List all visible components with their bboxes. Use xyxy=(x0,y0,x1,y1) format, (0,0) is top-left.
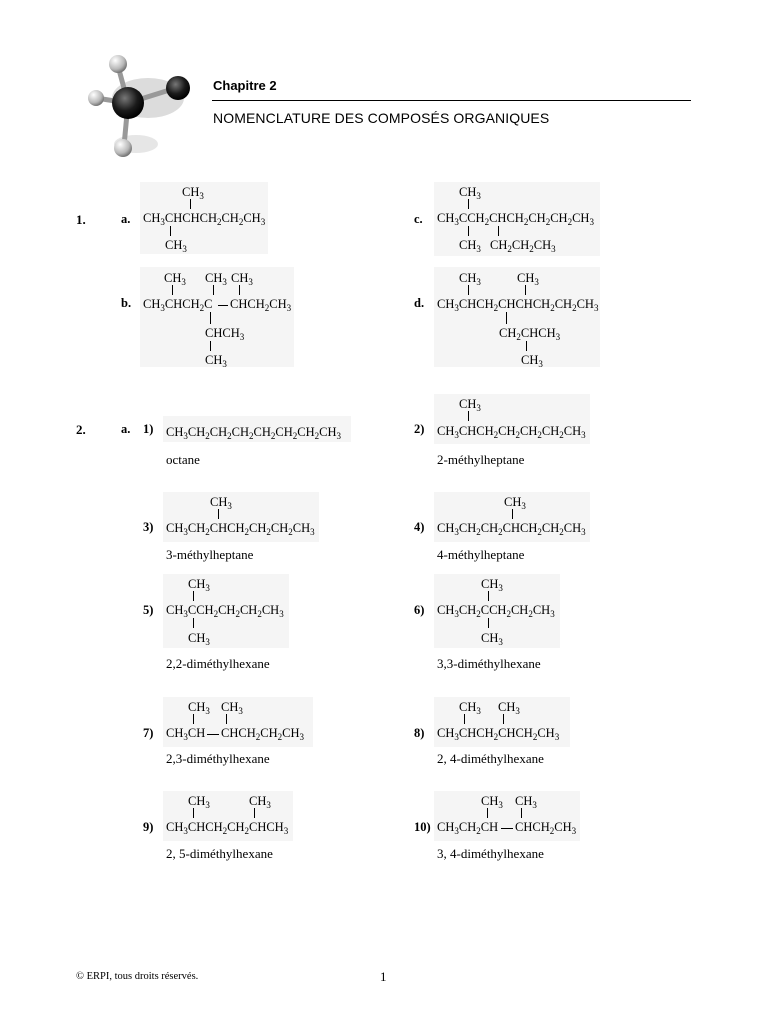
item-number: 8) xyxy=(414,726,425,740)
formula-2-4-dimethylhexane: $CH_3$ $CH_3$ $CH_3CHCH_2CHCH_2CH_3$ xyxy=(434,697,570,747)
item-number: 2) xyxy=(414,422,425,436)
compound-name: 3,3-diméthylhexane xyxy=(437,656,541,671)
copyright-notice: © ERPI, tous droits réservés. xyxy=(76,971,199,982)
formula-1b: $CH_3$ $CH_3$ $CH_3$ $CH_3CHCH_2C$ $CHCH_2CH_3$ $CHCH_3$ $CH_3$ xyxy=(140,267,294,367)
compound-name: 2,2-diméthylhexane xyxy=(166,656,270,671)
compound-name: 3, 4-diméthylhexane xyxy=(437,846,544,861)
item-label: a. xyxy=(121,422,131,436)
item-number: 4) xyxy=(414,520,425,534)
formula-2-2-dimethylhexane: $CH_3$ $CH_3CCH_2CH_2CH_2CH_3$ $CH_3$ xyxy=(163,574,289,648)
item-label: b. xyxy=(121,296,132,310)
header-divider xyxy=(212,100,691,101)
formula-1c: $CH_3$ $CH_3CCH_2CHCH_2CH_2CH_2CH_3$ $CH_3$ $CH_2CH_2CH_3$ xyxy=(434,182,600,256)
compound-name: 2, 5-diméthylhexane xyxy=(166,846,273,861)
page-number: 1 xyxy=(380,969,387,984)
item-number: 6) xyxy=(414,603,425,617)
compound-name: 2-méthylheptane xyxy=(437,452,525,467)
formula-3-3-dimethylhexane: $CH_3$ $CH_3CH_2CCH_2CH_2CH_3$ $CH_3$ xyxy=(434,574,560,648)
item-label: a. xyxy=(121,212,131,226)
compound-name: 4-méthylheptane xyxy=(437,547,525,562)
formula-4-methylheptane: $CH_3$ $CH_3CH_2CH_2CHCH_2CH_2CH_3$ xyxy=(434,492,590,542)
item-number: 5) xyxy=(143,603,154,617)
formula-2-5-dimethylhexane: $CH_3$ $CH_3$ $CH_3CHCH_2CH_2CHCH_3$ xyxy=(163,791,293,841)
formula-1d: $CH_3$ $CH_3$ $CH_3CHCH_2CHCHCH_2CH_2CH_3$ $CH_2CHCH_3$ $CH_3$ xyxy=(434,267,600,367)
compound-name: 2,3-diméthylhexane xyxy=(166,751,270,766)
formula-1a: $CH_3$ $CH_3CHCHCH_2CH_2CH_3$ $CH_3$ xyxy=(140,182,268,254)
compound-name: 2, 4-diméthylhexane xyxy=(437,751,544,766)
compound-name: octane xyxy=(166,452,200,467)
question-number: 2. xyxy=(76,422,86,437)
item-label: c. xyxy=(414,212,423,226)
compound-name: 3-méthylheptane xyxy=(166,547,254,562)
item-label: d. xyxy=(414,296,425,310)
question-number: 1. xyxy=(76,212,86,227)
molecule-logo-icon xyxy=(76,46,196,164)
formula-3-methylheptane: $CH_3$ $CH_3CH_2CHCH_2CH_2CH_2CH_3$ xyxy=(163,492,319,542)
formula-2-methylheptane: $CH_3$ $CH_3CHCH_2CH_2CH_2CH_2CH_3$ xyxy=(434,394,590,444)
item-number: 3) xyxy=(143,520,154,534)
item-number: 7) xyxy=(143,726,154,740)
chapter-label: Chapitre 2 xyxy=(213,78,277,93)
item-number: 1) xyxy=(143,422,154,436)
formula-2-3-dimethylhexane: $CH_3$ $CH_3$ $CH_3CH$ $CHCH_2CH_2CH_3$ xyxy=(163,697,313,747)
page-title: NOMENCLATURE DES COMPOSÉS ORGANIQUES xyxy=(213,110,550,126)
item-number: 10) xyxy=(414,820,431,834)
formula-3-4-dimethylhexane: $CH_3$ $CH_3$ $CH_3CH_2CH$ $CHCH_2CH_3$ xyxy=(434,791,580,841)
item-number: 9) xyxy=(143,820,154,834)
formula-octane: $CH_3CH_2CH_2CH_2CH_2CH_2CH_2CH_3$ xyxy=(163,416,351,442)
